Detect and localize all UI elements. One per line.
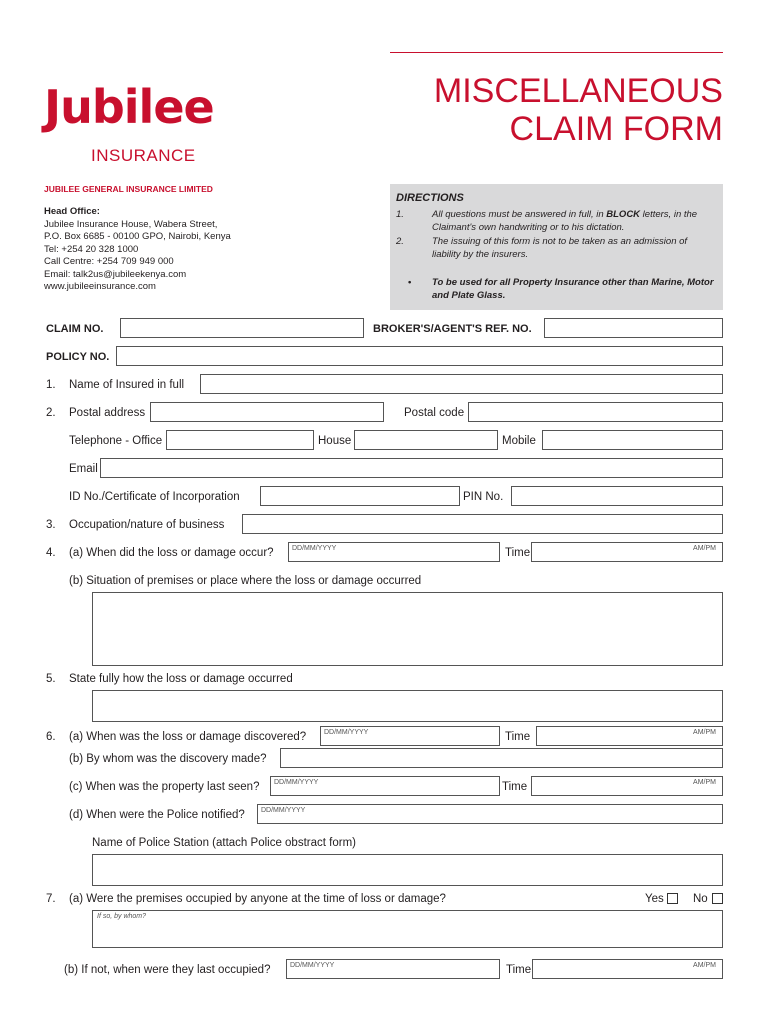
loss-description-field[interactable] bbox=[92, 690, 723, 722]
address-line: P.O. Box 6685 - 00100 GPO, Nairobi, Kenya bbox=[44, 231, 231, 242]
last-occupied-label: (b) If not, when were they last occupied? bbox=[64, 964, 271, 976]
page-title bbox=[390, 72, 723, 148]
claim-no-label: CLAIM NO. bbox=[46, 323, 104, 335]
occupation-label: Occupation/nature of business bbox=[69, 519, 225, 531]
jubilee-logo bbox=[44, 80, 214, 134]
insured-name-label: Name of Insured in full bbox=[69, 379, 185, 391]
pin-no-label: PIN No. bbox=[463, 491, 504, 503]
direction-2-number: 2. bbox=[396, 236, 404, 247]
q6-number: 6. bbox=[46, 731, 56, 743]
address-line: Jubilee Insurance House, Wabera Street, bbox=[44, 218, 218, 230]
q5-number: 5. bbox=[46, 673, 56, 685]
date-placeholder: DD/MM/YYYY bbox=[290, 962, 335, 969]
claim-no-field[interactable] bbox=[120, 318, 364, 338]
yes-label: Yes bbox=[645, 893, 664, 905]
loss-time-label: Time bbox=[505, 547, 531, 559]
date-placeholder: DD/MM/YYYY bbox=[292, 545, 337, 552]
discovery-date-label: (a) When was the loss or damage discovered? bbox=[69, 731, 307, 743]
q4-number: 4. bbox=[46, 547, 56, 559]
company-name: JUBILEE GENERAL INSURANCE LIMITED bbox=[44, 184, 213, 194]
policy-no-field[interactable] bbox=[116, 346, 723, 366]
policy-no-label: POLICY NO. bbox=[46, 351, 110, 363]
direction-1-number: 1. bbox=[396, 209, 404, 220]
address-line: www.jubileeinsurance.com bbox=[44, 281, 156, 292]
date-placeholder: DD/MM/YYYY bbox=[274, 779, 319, 786]
loss-description-label: State fully how the loss or damage occurred bbox=[69, 673, 293, 685]
loss-location-label: (b) Situation of premises or place where the loss or damage occurred bbox=[69, 575, 422, 587]
ampm-placeholder: AM/PM bbox=[693, 962, 716, 969]
title-rule bbox=[390, 52, 723, 53]
id-no-label: ID No./Certificate of Incorporation bbox=[69, 491, 240, 503]
id-no-field[interactable] bbox=[260, 486, 460, 506]
yes-checkbox[interactable] bbox=[667, 893, 678, 904]
title-line-2: CLAIM FORM bbox=[509, 110, 723, 148]
address-line: Email: talk2us@jubileekenya.com bbox=[44, 268, 187, 280]
mobile-field[interactable] bbox=[542, 430, 723, 450]
last-seen-date-label: (c) When was the property last seen? bbox=[69, 781, 260, 793]
police-notified-label: (d) When were the Police notified? bbox=[69, 809, 245, 821]
mobile-label: Mobile bbox=[502, 435, 536, 447]
telephone-office-field[interactable] bbox=[166, 430, 314, 450]
last-occupied-time-label: Time bbox=[506, 964, 532, 976]
postal-address-field[interactable] bbox=[150, 402, 384, 422]
last-seen-time-field[interactable] bbox=[531, 776, 723, 796]
last-occupied-date-field[interactable] bbox=[286, 959, 500, 979]
police-notified-field[interactable] bbox=[257, 804, 723, 824]
ampm-placeholder: AM/PM bbox=[693, 779, 716, 786]
discovered-by-label: (b) By whom was the discovery made? bbox=[69, 753, 267, 765]
date-placeholder: DD/MM/YYYY bbox=[324, 729, 369, 736]
insured-name-field[interactable] bbox=[200, 374, 723, 394]
ampm-placeholder: AM/PM bbox=[693, 545, 716, 552]
last-seen-time-label: Time bbox=[502, 781, 528, 793]
last-occupied-time-field[interactable] bbox=[532, 959, 723, 979]
no-checkbox[interactable] bbox=[712, 893, 723, 904]
premises-occupied-label: (a) Were the premises occupied by anyone at the time of loss or damage? bbox=[69, 893, 446, 905]
date-placeholder: DD/MM/YYYY bbox=[261, 807, 306, 814]
occupied-by-field[interactable] bbox=[92, 910, 723, 948]
address-line: Tel: +254 20 328 1000 bbox=[44, 243, 139, 255]
postal-address-label: Postal address bbox=[69, 407, 146, 419]
discovery-time-label: Time bbox=[505, 731, 531, 743]
loss-location-field[interactable] bbox=[92, 592, 723, 666]
address-line: Call Centre: +254 709 949 000 bbox=[44, 256, 174, 267]
ampm-placeholder: AM/PM bbox=[693, 729, 716, 736]
police-station-field[interactable] bbox=[92, 854, 723, 886]
discovery-date-field[interactable] bbox=[320, 726, 500, 746]
loss-date-field[interactable] bbox=[288, 542, 500, 562]
q7-number: 7. bbox=[46, 893, 56, 905]
head-office-address bbox=[44, 206, 284, 294]
q3-number: 3. bbox=[46, 519, 56, 531]
direction-1-text: All questions must be answered in full, in BLOCK letters, in the Claimant's own handwriting or to his dictation. bbox=[432, 209, 698, 233]
telephone-office-label: Telephone - Office bbox=[69, 435, 163, 447]
loss-date-label: (a) When did the loss or damage occur? bbox=[69, 547, 274, 559]
last-seen-date-field[interactable] bbox=[270, 776, 500, 796]
no-label: No bbox=[693, 893, 708, 905]
occupied-by-hint: If so, by whom? bbox=[97, 913, 147, 920]
occupation-field[interactable] bbox=[242, 514, 723, 534]
logo-wordmark: Jubilee bbox=[44, 80, 214, 134]
broker-ref-field[interactable] bbox=[544, 318, 723, 338]
q1-number: 1. bbox=[46, 379, 56, 391]
head-office-label: Head Office: bbox=[44, 206, 100, 217]
logo-insurance-text: INSURANCE bbox=[91, 146, 196, 165]
police-station-label: Name of Police Station (attach Police obstract form) bbox=[92, 837, 356, 849]
email-label: Email bbox=[69, 463, 98, 475]
usage-note: To be used for all Property Insurance other than Marine, Motor and Plate Glass. bbox=[432, 277, 714, 301]
loss-time-field[interactable] bbox=[531, 542, 723, 562]
title-line-1: MISCELLANEOUS bbox=[433, 72, 723, 110]
house-phone-field[interactable] bbox=[354, 430, 498, 450]
directions-heading: DIRECTIONS bbox=[396, 192, 464, 204]
discovered-by-field[interactable] bbox=[280, 748, 723, 768]
discovery-time-field[interactable] bbox=[536, 726, 723, 746]
email-field[interactable] bbox=[100, 458, 723, 478]
directions-box bbox=[390, 184, 723, 310]
pin-no-field[interactable] bbox=[511, 486, 723, 506]
postal-code-field[interactable] bbox=[468, 402, 723, 422]
broker-ref-label: BROKER'S/AGENT'S REF. NO. bbox=[373, 323, 532, 335]
q2-number: 2. bbox=[46, 407, 56, 419]
house-phone-label: House bbox=[318, 435, 352, 447]
bullet-icon: • bbox=[408, 277, 412, 288]
direction-2-text: The issuing of this form is not to be taken as an admission of liability by the insurers. bbox=[432, 236, 688, 260]
postal-code-label: Postal code bbox=[404, 407, 465, 419]
